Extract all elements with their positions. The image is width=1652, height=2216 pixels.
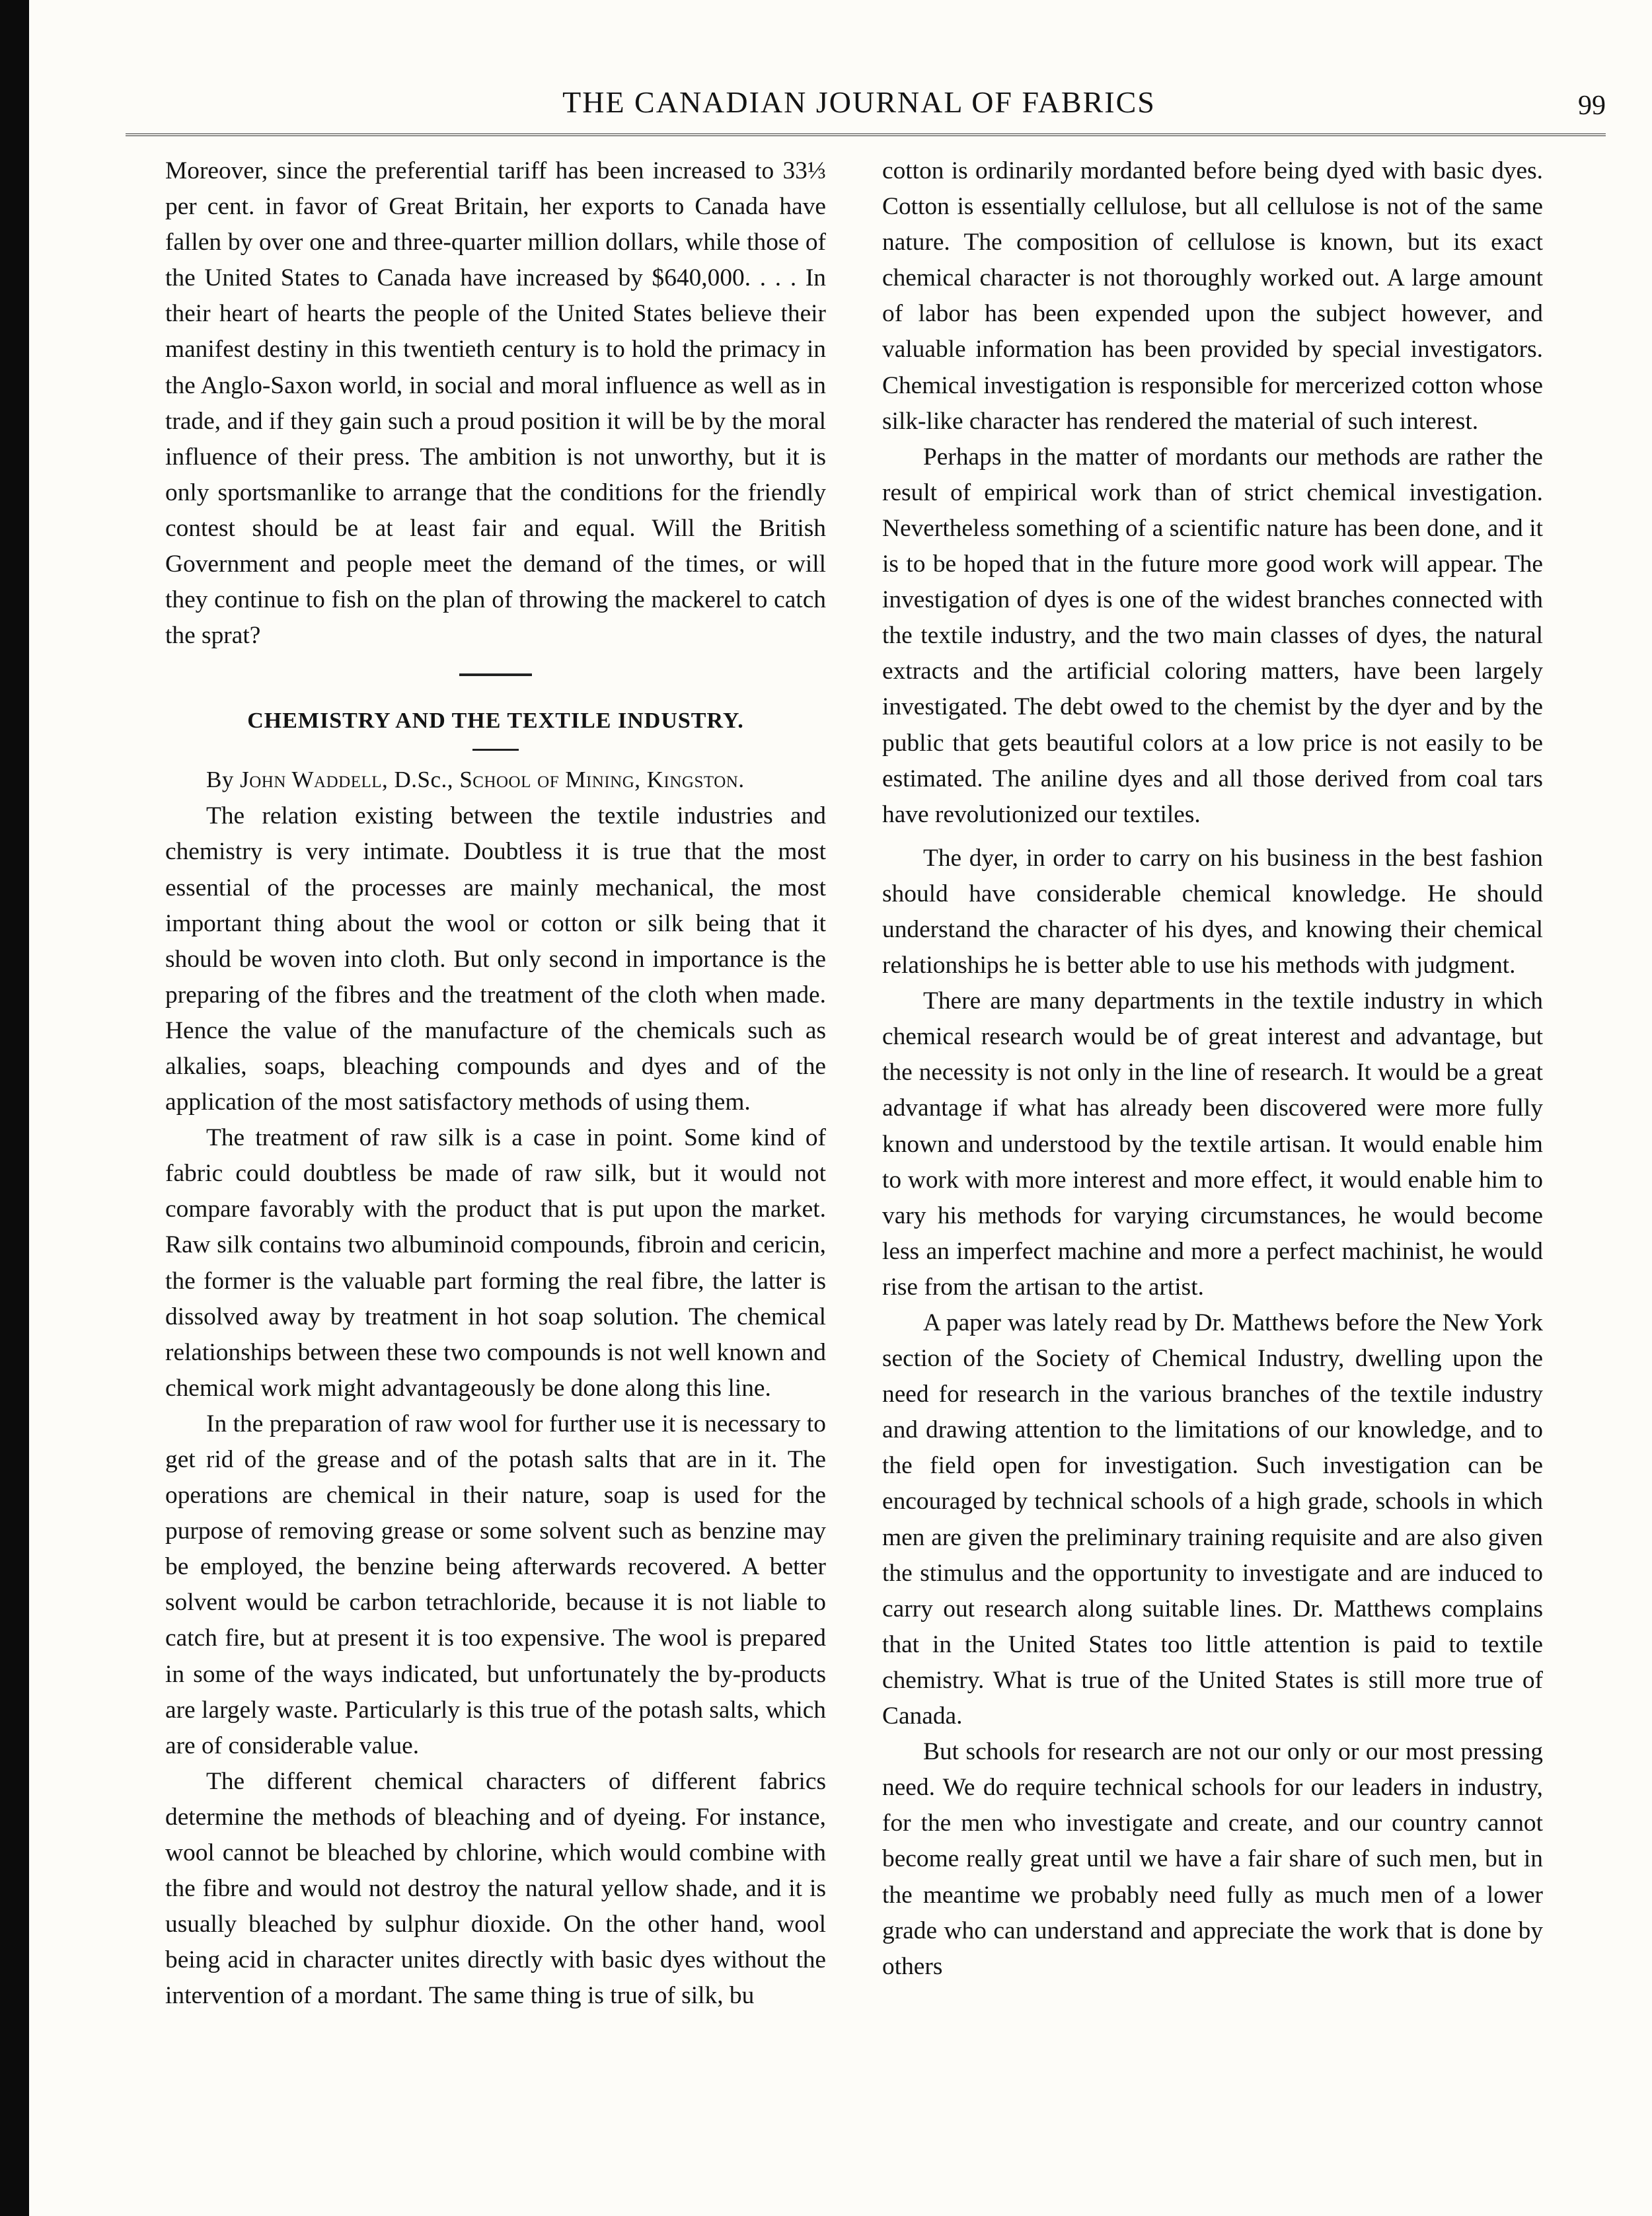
scan-binding-edge — [0, 0, 29, 2216]
body-paragraph: Perhaps in the matter of mordants our methods are rather the result of empirical work than of strict chemical investigation. Nevertheless something of a scientific nature has been done, and it is to be hoped that in the future more good work will appear. The investigation of dyes is one of the widest branches connected with the textile industry, and the two main classes of dyes, the natural extracts and the artificial coloring matters, have been largely investigated. The debt owed to the chemist by the dyer and by the public that gets beautiful colors at a low price is not easily to be estimated. The aniline dyes and all those derived from coal tars have revolutionized our textiles. — [882, 443, 1543, 828]
left-column — [165, 153, 826, 2014]
byline: By John Waddell, D.Sc., School of Mining, Kingston. — [206, 767, 745, 793]
right-column — [882, 153, 1543, 1985]
body-paragraph: A paper was lately read by Dr. Matthews before the New York section of the Society of Chemical Industry, dwelling upon the need for research in the various branches of the textile industry and drawing attention to the limitations of our knowledge, and to the field open for investigation. Such investigation can be encouraged by technical schools of a high grade, schools in which men are given the preliminary training requisite and are also given the stimulus and the opportunity to investigate and are induced to carry out research along suitable lines. Dr. Matthews complains that in the United States too little attention is paid to textile chemistry. What is true of the United States is still more true of Canada. — [882, 1309, 1543, 1730]
body-paragraph: The dyer, in order to carry on his business in the best fashion should have considerable chemical knowledge. He should understand the character of his dyes, and knowing their chemical relationships he is better able to use his methods with judgment. — [882, 844, 1543, 979]
heading-dash — [472, 749, 519, 751]
journal-title: THE CANADIAN JOURNAL OF FABRICS — [562, 85, 1156, 119]
body-paragraph: But schools for research are not our only or our most pressing need. We do require technical schools for our leaders in industry, for the men who investigate and create, and our country cannot become really great until we have a fair share of such men, but in the meantime we probably need fully as much men of a lower grade who can understand and appreciate the work that is done by others — [882, 1738, 1543, 1980]
author-affiliation: School of Mining, Kingston. — [459, 767, 745, 793]
author-name: John Waddell — [240, 767, 383, 793]
section-divider — [459, 673, 532, 676]
body-paragraph: There are many departments in the textile industry in which chemical research would be of great interest and advantage, but the necessity is not only in the line of research. It would be a great advantage if what has already been discovered were more fully known and understood by the textile artisan. It would enable him to work with more interest and more effect, it would enable him to vary his methods for varying circumstances, he would become less an imperfect machine and more a perfect machinist, he would rise from the artisan to the artist. — [882, 987, 1543, 1301]
header-rule — [126, 134, 1606, 136]
body-paragraph: In the preparation of raw wool for further use it is necessary to get rid of the grease and of the potash salts that are in it. The operations are chemical in their nature, soap is used for the purpose of removing grease or some solvent such as benzine may be employed, the benzine being afterwards recovered. A better solvent would be carbon tetrachloride, because it is not liable to catch fire, but at present it is too expensive. The wool is prepared in some of the ways indicated, but unfortunately the by-products are largely waste. Particularly is this true of the potash salts, which are of considerable value. — [165, 1410, 826, 1759]
byline-prefix: By — [206, 767, 234, 793]
article-heading: CHEMISTRY AND THE TEXTILE INDUSTRY. — [247, 708, 744, 734]
body-paragraph: The relation existing between the textile industries and chemistry is very intimate. Doubtless it is true that the most essential of the processes are mainly mechanical, the most important thing about the wool or cotton or silk being that it should be woven into cloth. But only second in importance is the preparing of the fibres and the treatment of the cloth when made. Hence the value of the manufacture of the chemicals such as alkalies, soaps, bleaching compounds and dyes and of the application of the most satisfactory methods of using them. — [165, 802, 826, 1116]
author-degree: D.Sc., — [394, 767, 454, 793]
continued-paragraph: Moreover, since the preferential tariff has been increased to 33⅓ per cent. in favor of Great Britain, her exports to Canada have fallen by over one and three-quarter million dollars, while those of the United States to Canada have increased by $640,000. . . . In their heart of hearts the people of the United States believe their manifest destiny in this twentieth century is to hold the primacy in the Anglo-Saxon world, in social and moral influence as well as in trade, and if they gain such a proud position it will be by the moral influence of their press. The ambition is not unworthy, but it is only sportsmanlike to arrange that the conditions for the friendly contest should be at least fair and equal. Will the British Government and people meet the demand of the times, or will they continue to fish on the plan of throwing the mackerel to catch the sprat? — [165, 157, 826, 650]
page-number: 99 — [1578, 91, 1606, 121]
body-paragraph: The different chemical characters of different fabrics determine the methods of bleaching and of dyeing. For instance, wool cannot be bleached by chlorine, which would combine with the fibre and would not destroy the natural yellow shade, and it is usually bleached by sulphur dioxide. On the other hand, wool being acid in character unites directly with basic dyes without the intervention of a mordant. The same thing is true of silk, bu — [165, 1767, 826, 2010]
running-head — [112, 85, 1606, 137]
body-paragraph: The treatment of raw silk is a case in point. Some kind of fabric could doubtless be made of raw silk, but it would not compare favorably with the product that is put upon the market. Raw silk contains two albuminoid compounds, fibroin and cericin, the former is the valuable part forming the real fibre, the latter is dissolved away by treatment in hot soap solution. The chemical relationships between these two compounds is not well known and chemical work might advantageously be done along this line. — [165, 1124, 826, 1402]
continued-paragraph: cotton is ordinarily mordanted before being dyed with basic dyes. Cotton is essentially cellulose, but all cellulose is not of the same nature. The composition of cellulose is known, but its exact chemical character is not thoroughly worked out. A large amount of labor has been expended upon the subject however, and valuable information has been provided by special investigators. Chemical investigation is responsible for mercerized cotton whose silk-like character has rendered the material of such interest. — [882, 157, 1543, 435]
